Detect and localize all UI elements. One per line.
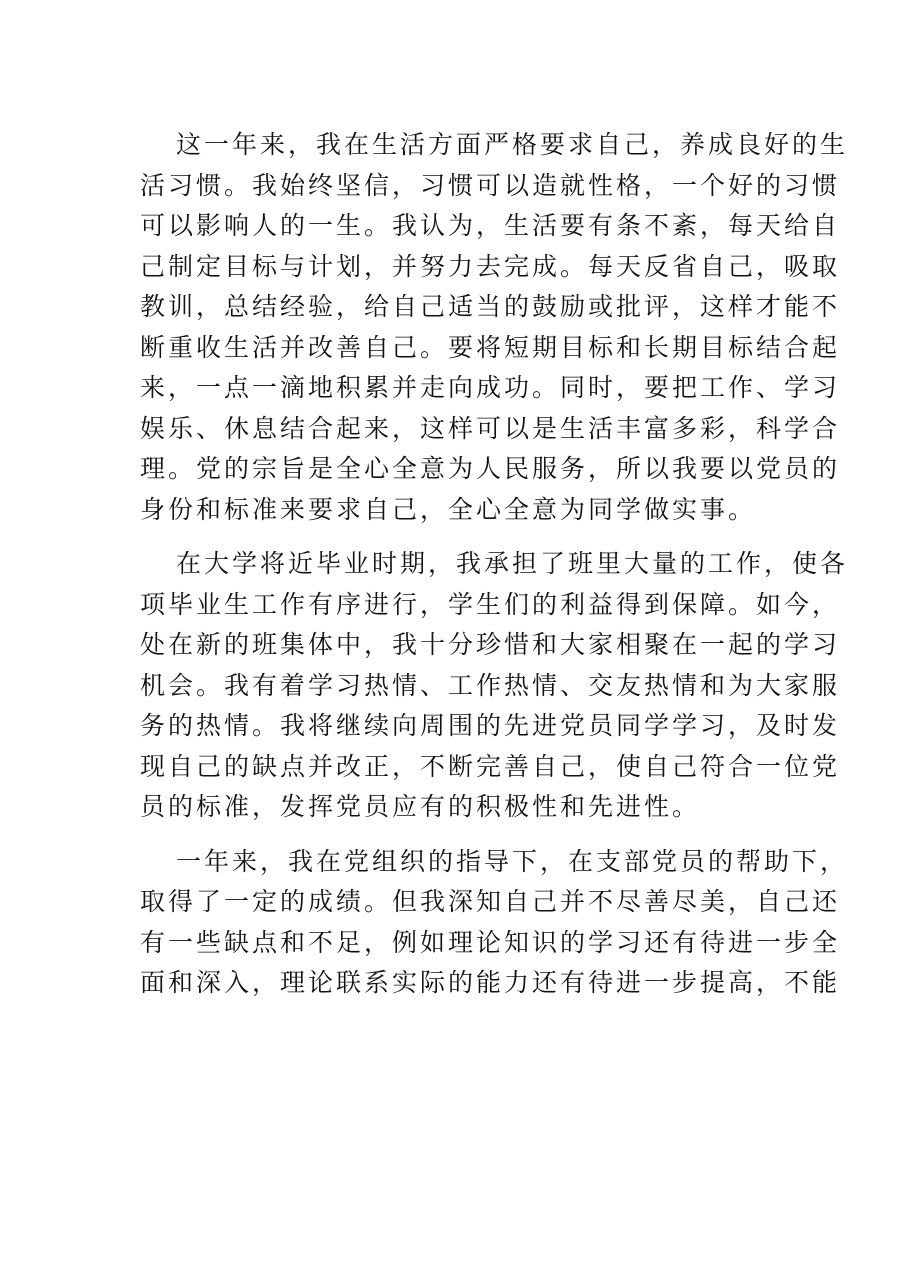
text-line: 有一些缺点和不足，例如理论知识的学习还有待进一步全: [140, 927, 841, 957]
text-line: 理。党的宗旨是全心全意为人民服务，所以我要以党员的: [140, 454, 841, 483]
text-line: 活习惯。我始终坚信，习惯可以造就性格，一个好的习惯: [140, 170, 841, 200]
text-line: 机会。我有着学习热情、工作热情、交友热情和为大家服: [140, 670, 841, 700]
text-line: 来，一点一滴地积累并走向成功。同时，要把工作、学习: [140, 373, 841, 402]
paragraph-life-habits: [140, 125, 849, 530]
text-line: 项毕业生工作有序进行，学生们的利益得到保障。如今，: [140, 589, 841, 619]
text-line: 现自己的缺点并改正，不断完善自己，使自己符合一位党: [140, 751, 841, 781]
text-line: 一年来，我在党组织的指导下，在支部党员的帮助下，: [176, 846, 849, 876]
text-line: 员的标准，发挥党员应有的积极性和先进性。: [140, 792, 701, 821]
text-line: 务的热情。我将继续向周围的先进党员同学学习，及时发: [140, 711, 841, 740]
text-line: 处在新的班集体中，我十分珍惜和大家相聚在一起的学习: [140, 630, 841, 659]
text-line: 断重收生活并改善自己。要将短期目标和长期目标结合起: [140, 332, 841, 362]
paragraph-shortcomings: [140, 842, 849, 1004]
text-line: 这一年来，我在生活方面严格要求自己，养成良好的生: [176, 130, 849, 159]
paragraph-graduation-work: [140, 544, 849, 828]
text-line: 身份和标准来要求自己，全心全意为同学做实事。: [140, 494, 757, 524]
text-line: 在大学将近毕业时期，我承担了班里大量的工作，使各: [176, 549, 849, 578]
text-line: 己制定目标与计划，并努力去完成。每天反省自己，吸取: [140, 251, 841, 281]
text-line: 教训，总结经验，给自己适当的鼓励或批评，这样才能不: [140, 292, 841, 321]
text-line: 面和深入，理论联系实际的能力还有待进一步提高，不能: [140, 968, 841, 997]
text-line: 娱乐、休息结合起来，这样可以是生活丰富多彩，科学合: [140, 413, 841, 443]
text-line: 可以影响人的一生。我认为，生活要有条不紊，每天给自: [140, 211, 841, 240]
text-line: 取得了一定的成绩。但我深知自己并不尽善尽美，自己还: [140, 887, 841, 916]
document-body: [140, 125, 849, 1018]
